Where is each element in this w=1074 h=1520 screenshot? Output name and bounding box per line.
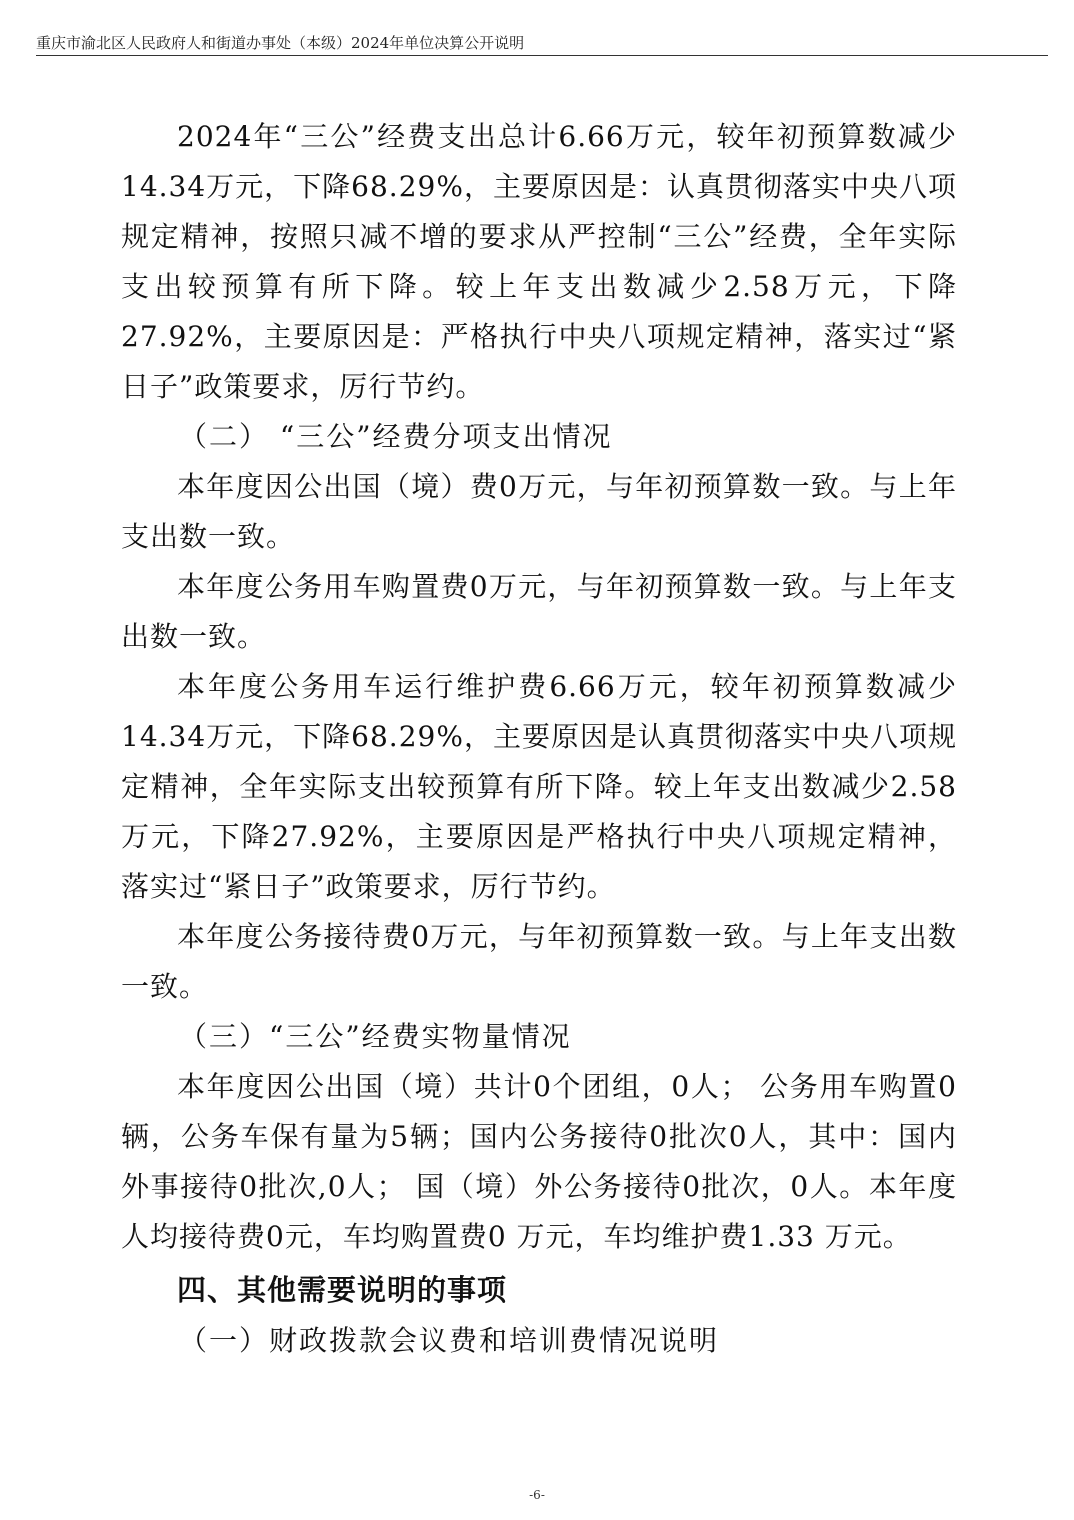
paragraph-vehicle-purchase: 本年度公务用车购置费0万元，与年初预算数一致。与上年支出数一致。 <box>121 570 957 653</box>
subheading-meeting-training: （一）财政拨款会议费和培训费情况说明 <box>179 1324 720 1357</box>
document-body <box>121 112 957 1366</box>
subheading-physical-quantity: （三）“三公”经费实物量情况 <box>179 1020 572 1053</box>
paragraph-physical-quantity: 本年度因公出国（境）共计0个团组，0人； 公务用车购置0辆，公务车保有量为5辆；国内公务接待0批次0人，其中：国内外事接待0批次,0人； 国（境）外公务接待0批次，0人。本年度人均接待费0元，车均购置费0 万元，车均维护费1.33 万元。 <box>121 1070 957 1253</box>
subheading-itemized-expenses: （二） “三公”经费分项支出情况 <box>179 420 613 453</box>
header-divider <box>36 55 1048 56</box>
paragraph-overseas-travel: 本年度因公出国（境）费0万元，与年初预算数一致。与上年支出数一致。 <box>121 470 957 553</box>
paragraph-three-public-total: 2024年“三公”经费支出总计6.66万元，较年初预算数减少14.34万元，下降68.29%，主要原因是：认真贯彻落实中央八项规定精神，按照只减不增的要求从严控制“三公”经费，全年实际支出较预算有所下降。较上年支出数减少2.58万元，下降27.92%，主要原因是：严格执行中央八项规定精神，落实过“紧日子”政策要求，厉行节约。 <box>121 120 957 403</box>
section-heading-other-matters: 四、其他需要说明的事项 <box>177 1273 508 1307</box>
paragraph-reception: 本年度公务接待费0万元，与年初预算数一致。与上年支出数一致。 <box>121 920 957 1003</box>
page-header: 重庆市渝北区人民政府人和街道办事处（本级）2024年单位决算公开说明 <box>36 34 525 52</box>
page-number: -6- <box>529 1488 545 1502</box>
paragraph-vehicle-maintenance: 本年度公务用车运行维护费6.66万元，较年初预算数减少14.34万元，下降68.29%，主要原因是认真贯彻落实中央八项规定精神，全年实际支出较预算有所下降。较上年支出数减少2.58万元，下降27.92%，主要原因是严格执行中央八项规定精神，落实过“紧日子”政策要求，厉行节约。 <box>121 670 957 903</box>
